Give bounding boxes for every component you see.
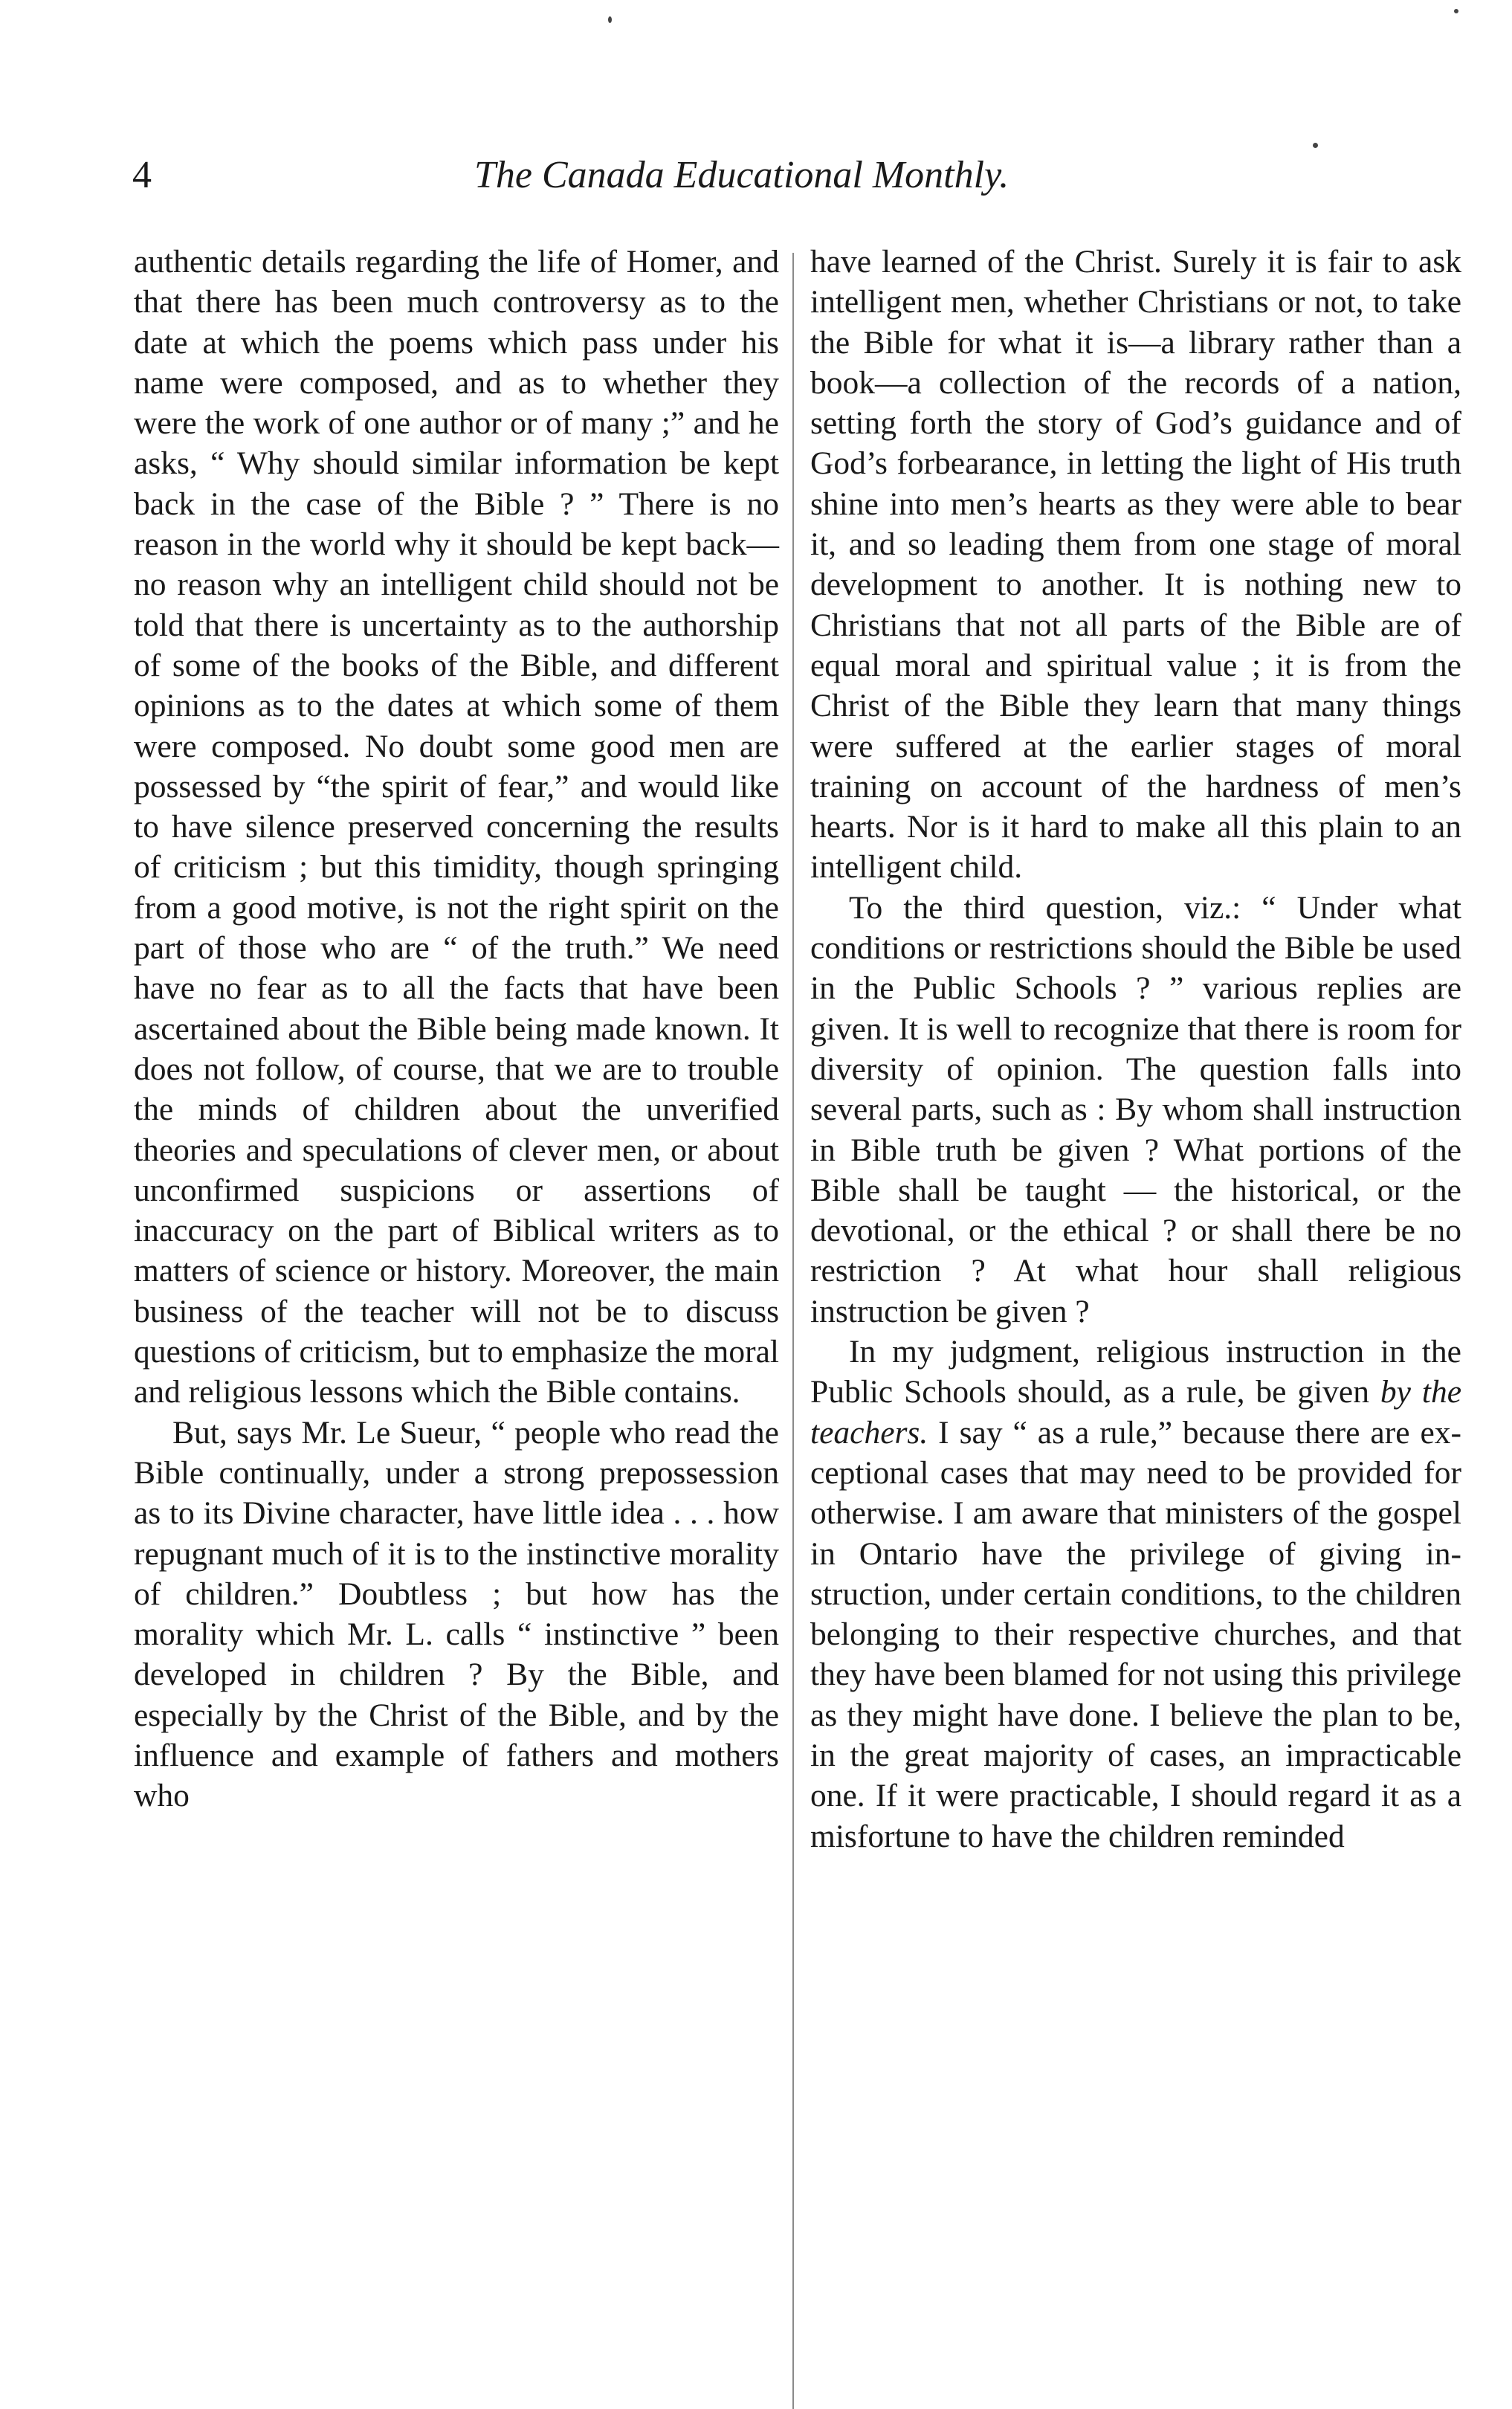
right-paragraph-1: have learned of the Christ. Surely it is fair to ask intelligent men, whether Christians or not, to take the Bible for what it is—a library rather than a book—a collection of the records of a nation, setting forth the story of God’s guidance and of God’s forbearance, in letting the light of His truth shine into men’s hearts as they were able to bear it, and so leading them from one stage of moral development to another. It is nothing new to Christians that not all parts of the Bible are of equal moral and spiritual value ; it is from the Christ of the Bible they learn that many things were suffered at the earlier stages of moral training on account of the hardness of men’s hearts. Nor is it hard to make all this plain to an intelligent child. xyxy=(810,244,1461,886)
left-paragraph-1: authentic details regarding the life of Homer, and that there has been much controversy as to the date at which the poems which pass under his name were composed, and as to whether they were the work of one author or of many ;” and he asks, “ Why should similar information be kept back in the case of the Bible ? ” There is no reason in the world why it should be kept back—no reason why an intelligent child should not be told that there is uncertainty as to the authorship of some of the books of the Bible, and different opinions as to the dates at which some of them were composed. No doubt some good men are possessed by “the spirit of fear,” and would like to have silence preserved concerning the results of criticism ; but this timidity, though springing from a good motive, is not the right spirit on the part of those who are “ of the truth.” We need have no fear as to all the facts that have been ascertained about the Bible being made known. It does not follow, of course, that we are to trouble the minds of children about the unverified theories and speculations of clever men, or about unconfirmed suspicions or assertions of inaccuracy on the part of Biblical writers as to matters of science or history. Moreover, the main business of the teacher will not be to discuss questions of criticism, but to emphasize the moral and religious lessons which the Bible contains. xyxy=(134,244,779,1410)
journal-title: The Canada Educational Monthly. xyxy=(474,154,1009,196)
print-speck xyxy=(608,16,612,23)
page-number: 4 xyxy=(132,154,152,196)
left-paragraph-2: But, says Mr. Le Sueur, “ people who read the Bible continually, under a strong prepossession as to its Divine character, have little idea . . . how repugnant much of it is to the instinctive morality of children.” Doubtless ; but how has the morality which Mr. L. calls “ instinctive ” been developed in children ? By the Bible, and especially by the Christ of the Bible, and by the influence and example of fathers and mothers who xyxy=(134,1414,779,1814)
right-paragraph-2: To the third question, viz.: “ Under what conditions or restrictions should the Bible be used in the Public Schools ? ” various replies are given. It is well to recognize that there is room for diversity of opinion. The question falls into several parts, such as : By whom shall instruction in Bible truth be given ? What portions of the Bible shall be taught — the historical, or the devotional, or the ethical ? or shall there be no restriction ? At what hour shall religious instruction be given ? xyxy=(810,889,1461,1329)
right-paragraph-3-text-a: In my judgment, religious instruction in the Public Schools should, as a rule, be given xyxy=(810,1334,1461,1410)
column-divider xyxy=(792,253,794,2409)
left-column xyxy=(134,242,779,1816)
right-paragraph-3-emphasis: by the teachers. xyxy=(810,1374,1462,1451)
print-speck xyxy=(1454,9,1458,13)
running-head xyxy=(132,146,1418,205)
right-column xyxy=(810,242,1461,1857)
right-paragraph-3-text-b: I say “ as a rule,” because there are exceptional cases that may need to be provided for otherwise. I am aware that ministers of the gospel in Ontario have the privilege of giving instruction, under certain conditions, to the children belonging to their respective churches, and that they have been blamed for not using this privilege as they might have done. I believe the plan to be, in the great majority of cases, an impracticable one. If it were practicable, I should regard it as a misfortune to have the children reminded xyxy=(810,1414,1461,1854)
right-paragraph-3 xyxy=(810,1332,1461,1857)
